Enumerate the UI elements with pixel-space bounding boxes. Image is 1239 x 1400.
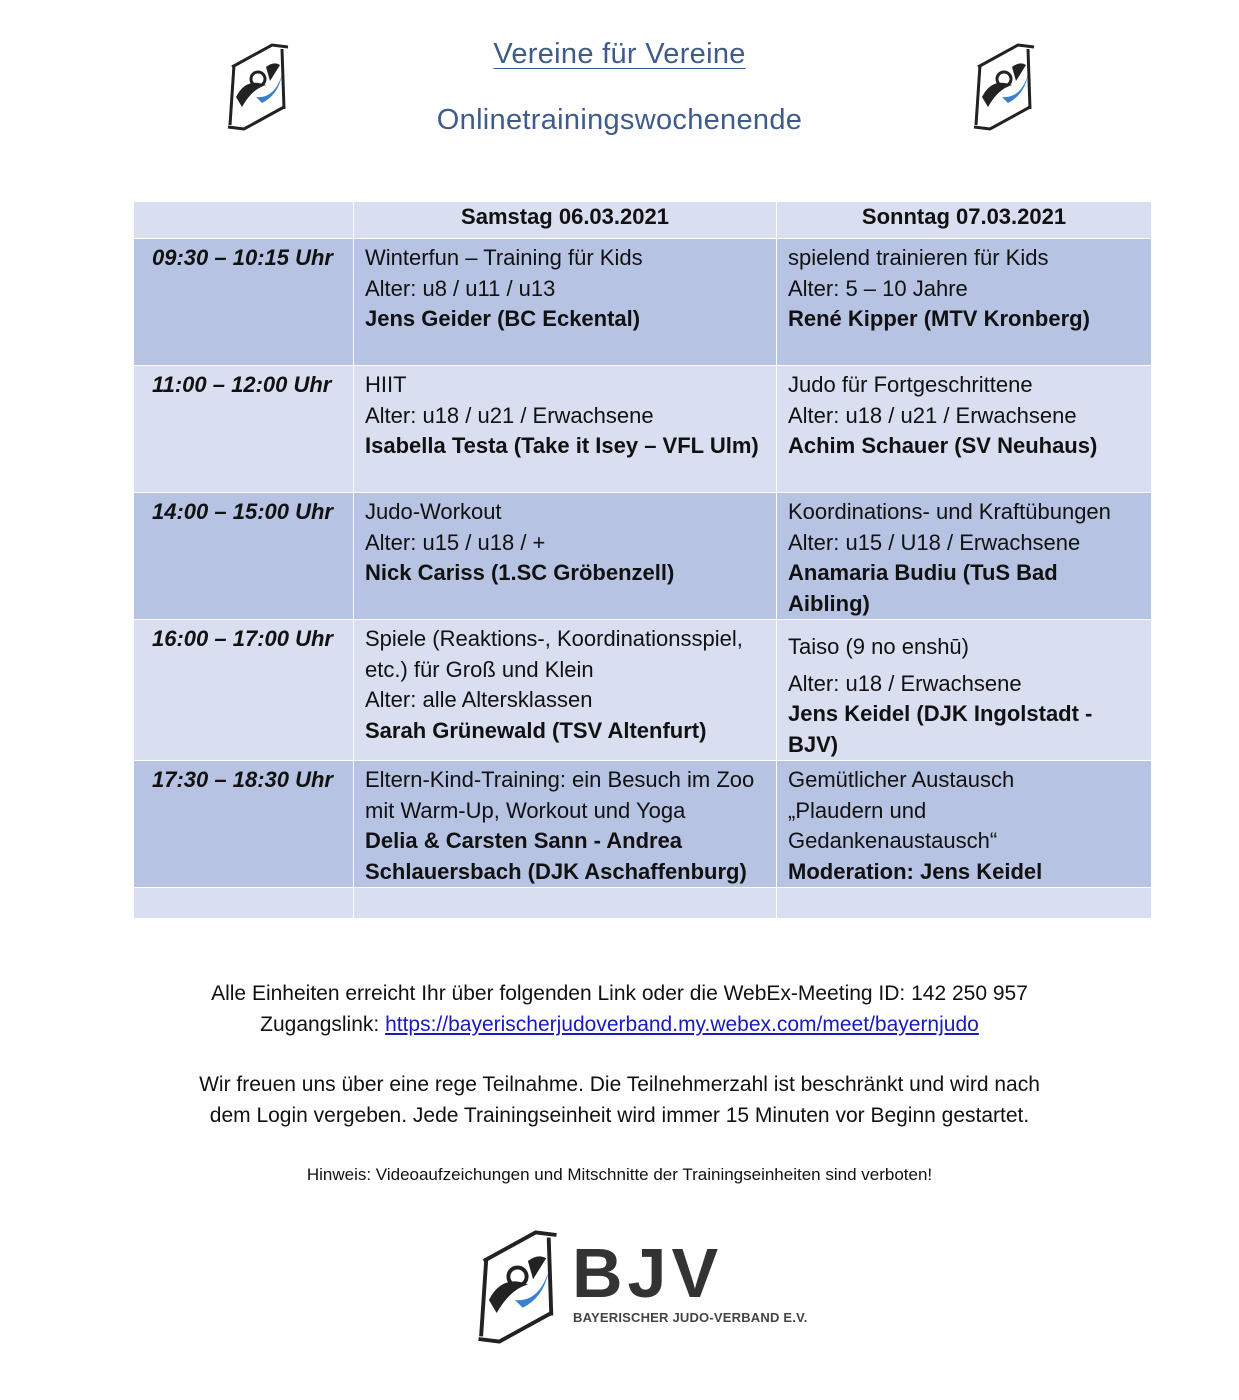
session-age: Alter: u8 / u11 / u13 [365, 275, 556, 301]
empty-cell [354, 888, 777, 919]
session-cell [777, 493, 1152, 620]
session-age: Alter: u18 / Erwachsene [788, 670, 1022, 696]
time-slot: 11:00 – 12:00 Uhr [134, 366, 354, 493]
session-cell [777, 620, 1152, 761]
page-title: Vereine für Vereine [493, 38, 746, 70]
session-cell [354, 761, 777, 888]
table-row [134, 888, 1152, 919]
link-label: Zugangslink: [260, 1013, 386, 1036]
session-title: Taiso (9 no enshū) [788, 634, 969, 659]
session-cell [777, 366, 1152, 493]
session-trainer: Achim Schauer (SV Neuhaus) [788, 433, 1098, 458]
participation-note [0, 1069, 1239, 1131]
brand-logo-text: BJV [572, 1234, 724, 1312]
session-title: Gemütlicher Austausch [788, 767, 1015, 792]
session-trainer: Moderation: Jens Keidel [788, 858, 1043, 884]
session-trainer: Jens Keidel (DJK Ingolstadt - BJV) [788, 701, 1093, 757]
time-slot: 14:00 – 15:00 Uhr [134, 493, 354, 620]
access-info [0, 978, 1239, 1040]
time-slot: 17:30 – 18:30 Uhr [134, 761, 354, 888]
session-cell [354, 366, 777, 493]
session-trainer: Isabella Testa (Take it Isey – VFL Ulm) [365, 433, 759, 458]
session-trainer: Jens Geider (BC Eckental) [365, 306, 641, 331]
day-header: Sonntag 07.03.2021 [777, 202, 1152, 239]
table-header-row [134, 202, 1152, 239]
session-title: Koordinations- und Kraftübungen [788, 499, 1111, 524]
session-trainer: René Kipper (MTV Kronberg) [788, 306, 1090, 331]
webex-link[interactable]: https://bayerischerjudoverband.my.webex.com/meet/bayernjudo [385, 1013, 979, 1036]
session-title: Winterfun – Training für Kids [365, 245, 643, 270]
session-age: Alter: 5 – 10 Jahre [788, 275, 968, 301]
session-age: Alter: u18 / u21 / Erwachsene [365, 402, 654, 428]
session-cell [777, 761, 1152, 888]
empty-cell [777, 888, 1152, 919]
session-trainer: Sarah Grünewald (TSV Altenfurt) [365, 717, 707, 743]
schedule-table [133, 201, 1152, 919]
empty-cell [134, 888, 354, 919]
session-title: Judo für Fortgeschrittene [788, 372, 1033, 397]
session-title: Judo-Workout [365, 499, 502, 524]
table-row [134, 761, 1152, 888]
time-slot: 16:00 – 17:00 Uhr [134, 620, 354, 761]
session-subtitle: „Plaudern und Gedankenaustausch“ [788, 797, 998, 853]
session-cell [354, 239, 777, 366]
session-trainer: Anamaria Budiu (TuS Bad Aibling) [788, 560, 1058, 616]
access-link-line [0, 1009, 1239, 1040]
day-header: Samstag 06.03.2021 [354, 202, 777, 239]
table-row [134, 239, 1152, 366]
note-line: Wir freuen uns über eine rege Teilnahme. Die Teilnehmerzahl ist beschränkt und wird nach [199, 1073, 1040, 1096]
session-age: Alter: u18 / u21 / Erwachsene [788, 402, 1077, 428]
page-subtitle: Onlinetrainingswochenende [436, 104, 803, 136]
table-row [134, 620, 1152, 761]
session-age: Alter: u15 / u18 / + [365, 529, 546, 555]
meeting-id-text: Alle Einheiten erreicht Ihr über folgenden Link oder die WebEx-Meeting ID: 142 250 957 [211, 982, 1028, 1005]
session-title: HIIT [365, 372, 407, 397]
judo-logo-icon [470, 1222, 565, 1352]
brand-subtitle: BAYERISCHER JUDO-VERBAND E.V. [573, 1310, 808, 1325]
note-line: dem Login vergeben. Jede Trainingseinheit wird immer 15 Minuten vor Beginn gestartet. [209, 1104, 1030, 1127]
session-cell [777, 239, 1152, 366]
session-title: spielend trainieren für Kids [788, 245, 1049, 270]
session-age: Alter: alle Altersklassen [365, 687, 593, 712]
session-title: Spiele (Reaktions-, Koordinationsspiel, etc.) für Groß und Klein [365, 626, 743, 682]
session-trainer: Nick Cariss (1.SC Gröbenzell) [365, 560, 675, 585]
session-trainer: Delia & Carsten Sann - Andrea Schlauersbach (DJK Aschaffenburg) [365, 828, 747, 884]
recording-hint: Hinweis: Videoaufzeichungen und Mitschnitte der Trainingseinheiten sind verboten! [306, 1165, 933, 1184]
session-cell [354, 493, 777, 620]
session-cell [354, 620, 777, 761]
header-corner [134, 202, 354, 239]
table-row [134, 493, 1152, 620]
table-row [134, 366, 1152, 493]
time-slot: 09:30 – 10:15 Uhr [134, 239, 354, 366]
session-title: Eltern-Kind-Training: ein Besuch im Zoo mit Warm-Up, Workout und Yoga [365, 767, 755, 823]
session-age: Alter: u15 / U18 / Erwachsene [788, 529, 1081, 555]
